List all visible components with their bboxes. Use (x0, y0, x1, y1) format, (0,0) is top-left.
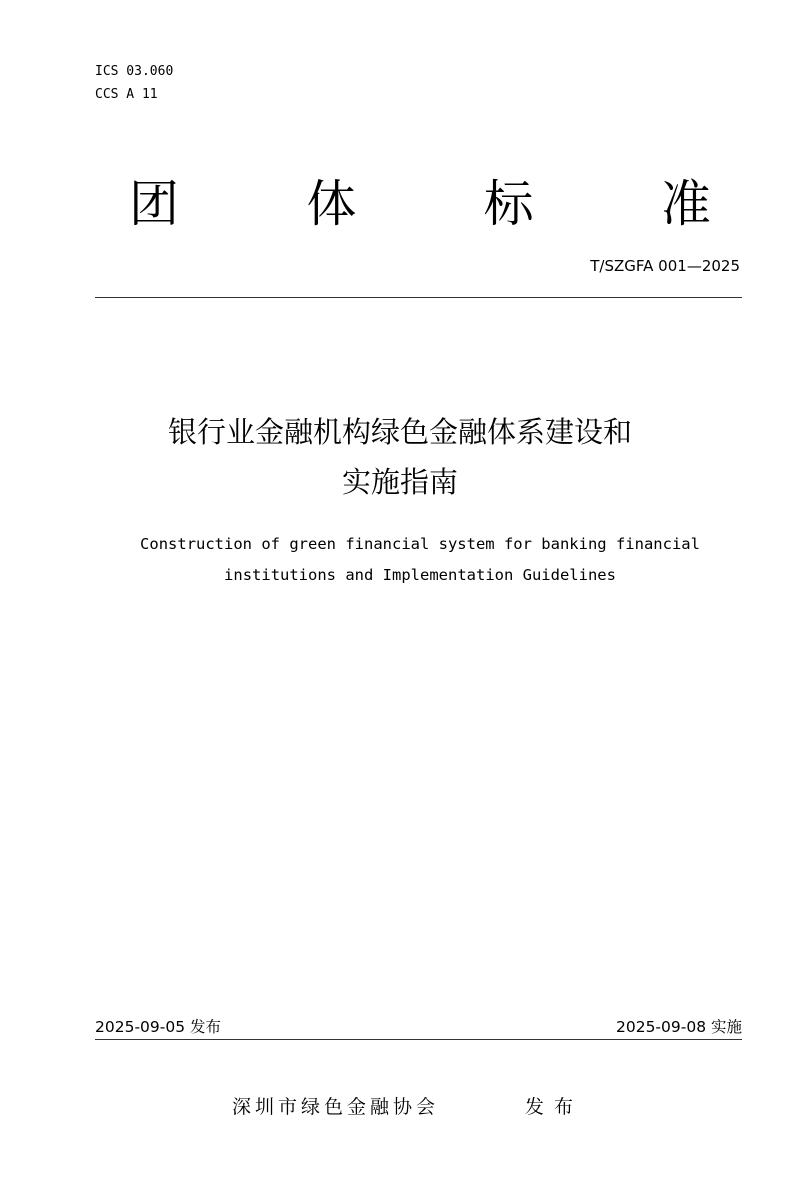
standard-type-heading (125, 172, 715, 236)
standard-code: T/SZGFA 001—2025 (590, 257, 740, 275)
bottom-divider (95, 1039, 742, 1040)
top-divider (95, 297, 742, 298)
ccs-code: CCS A 11 (95, 87, 158, 102)
title-zh-line-1: 银行业金融机构绿色金融体系建设和 (167, 415, 632, 449)
standard-type-char: 标 (483, 175, 534, 233)
title-en-line-1: Construction of green financial system for banking financial (140, 535, 700, 553)
issue-date: 2025-09-05 发布 (95, 1018, 222, 1036)
ics-code: ICS 03.060 (95, 64, 174, 79)
standard-type-char: 团 (129, 175, 179, 233)
title-zh-line-2: 实施指南 (341, 465, 458, 499)
title-en-line-2: institutions and Implementation Guidelines (224, 566, 616, 584)
publisher-name: 深圳市绿色金融协会 (232, 1096, 440, 1118)
standard-type-char: 准 (660, 175, 711, 233)
implementation-date: 2025-09-08 实施 (615, 1018, 742, 1036)
standard-type-char: 体 (306, 175, 357, 233)
publish-label: 发布 (525, 1096, 584, 1118)
